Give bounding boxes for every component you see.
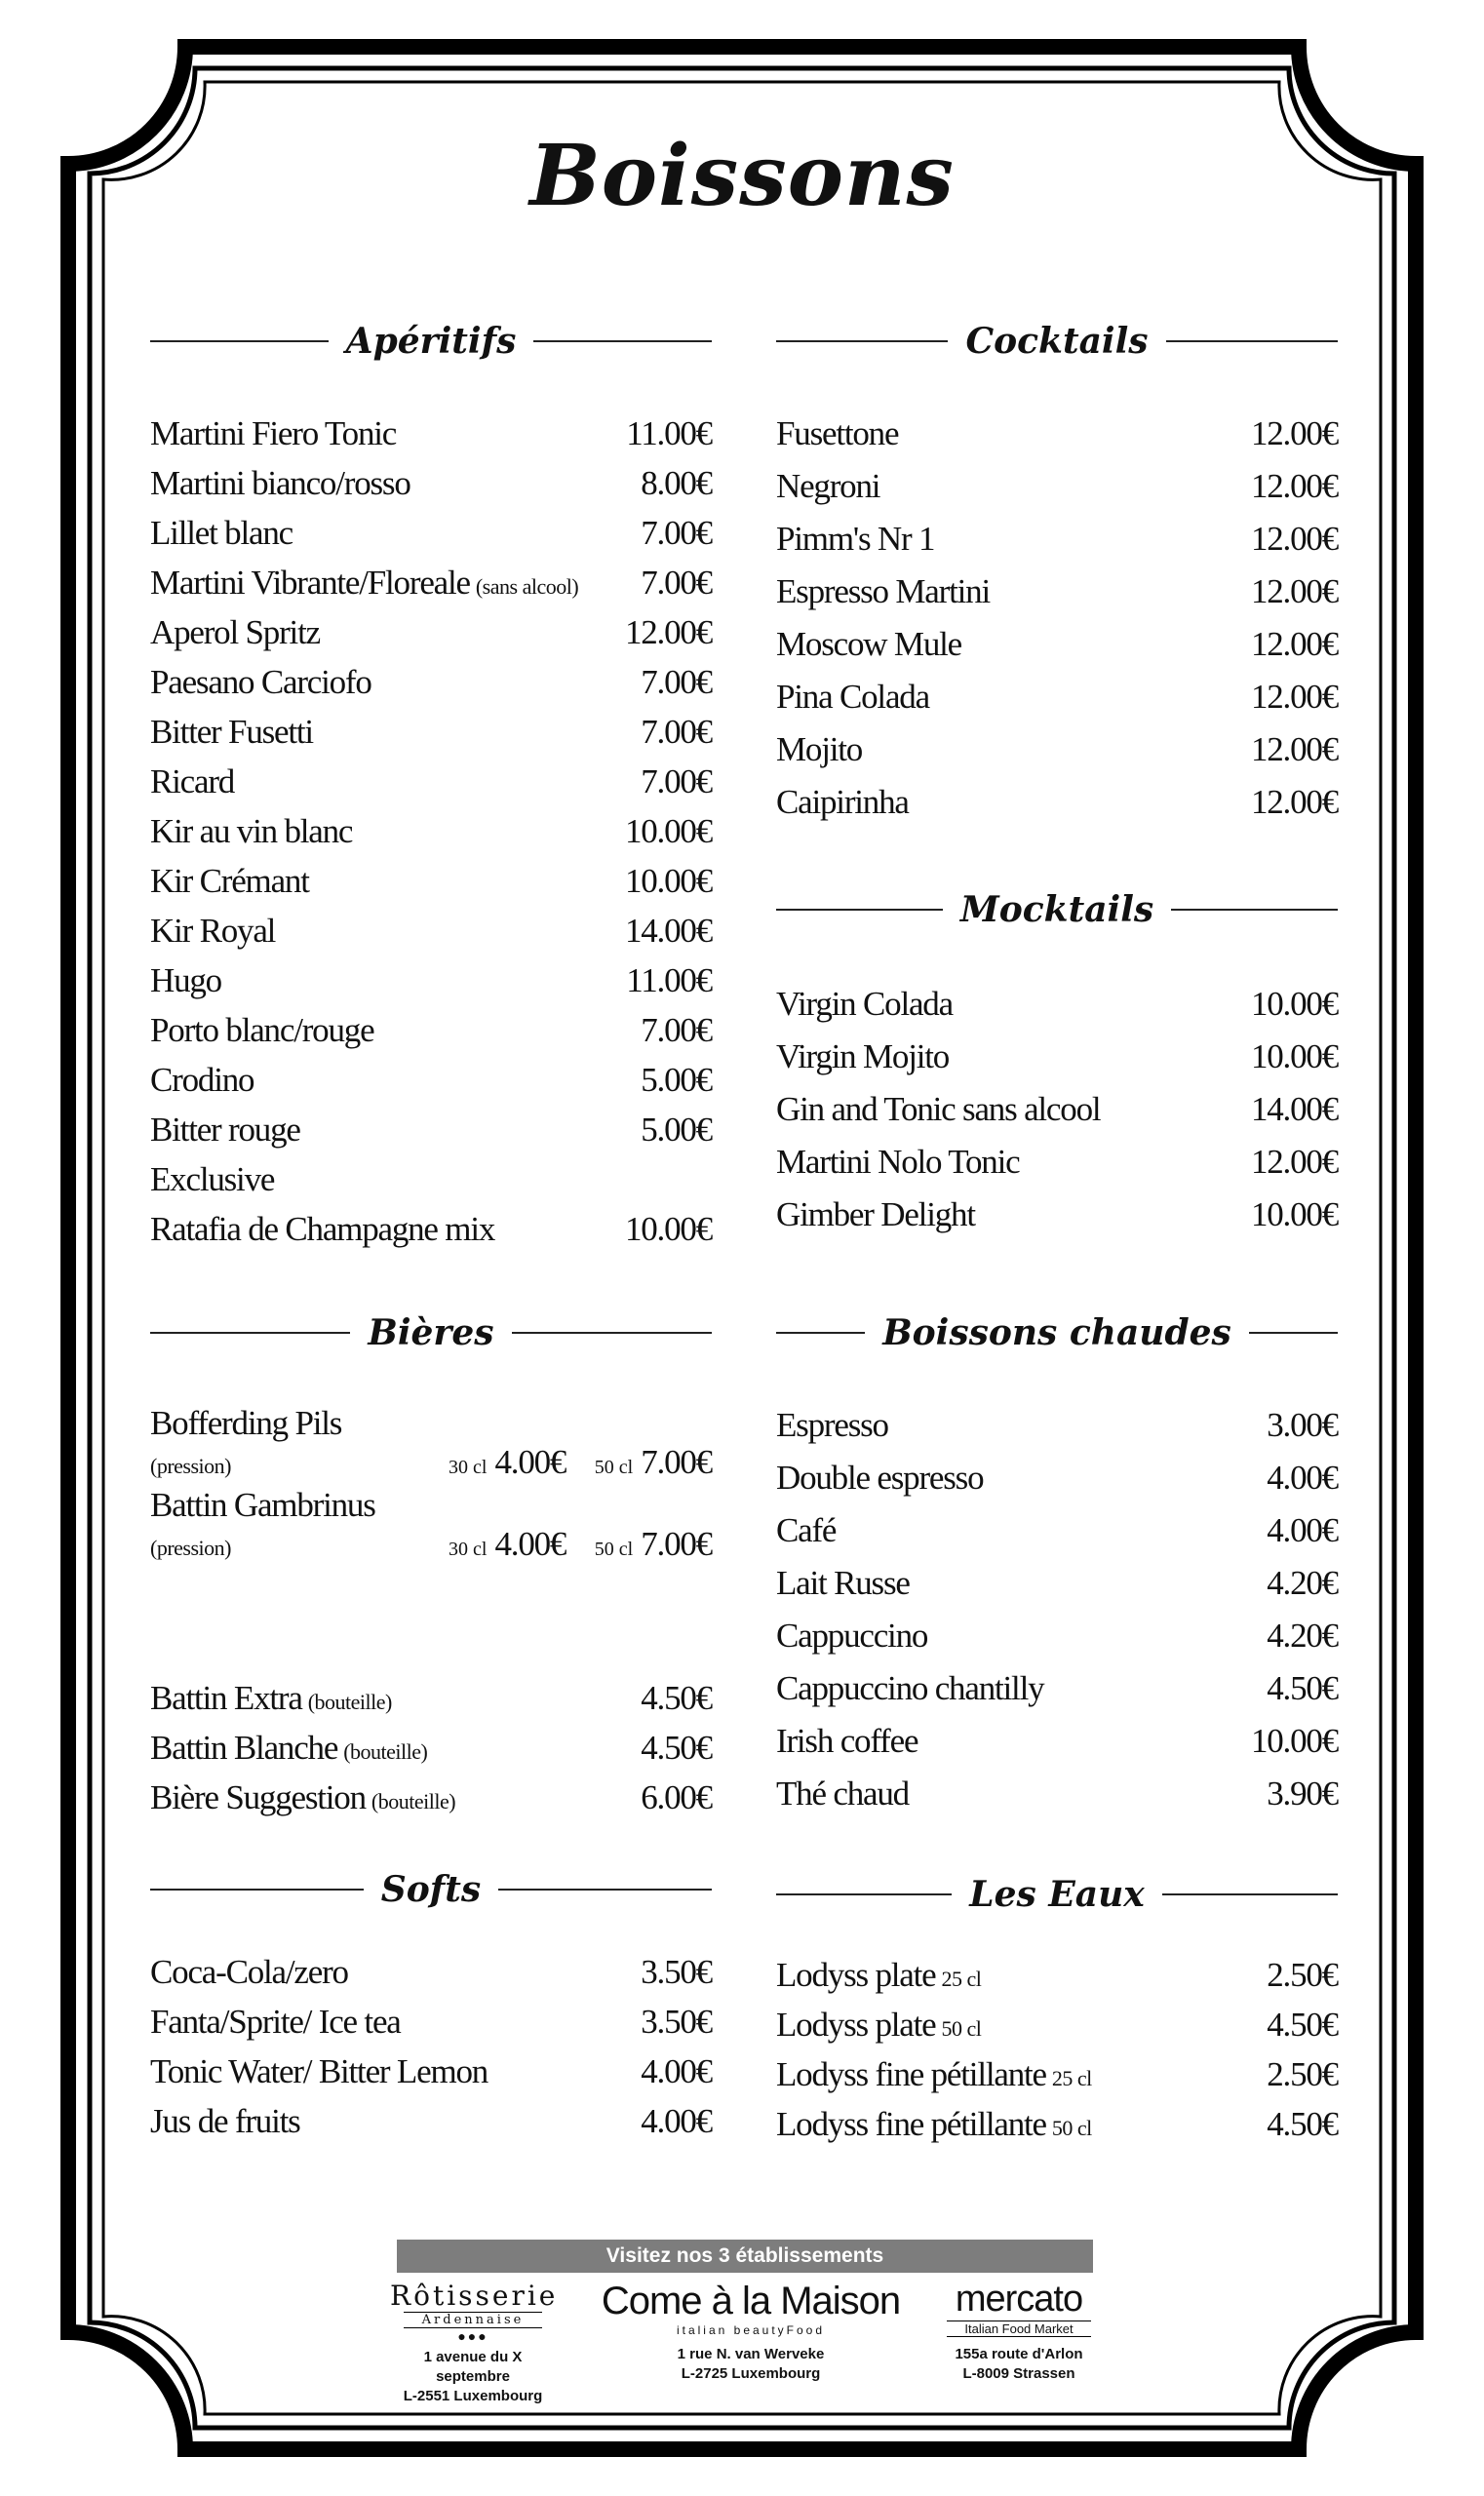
item-name-group — [776, 1564, 910, 1603]
item-name: Lodyss fine pétillante — [776, 2105, 1046, 2143]
item-price: 3.50€ — [641, 1953, 712, 1991]
section-title: Les Eaux — [969, 1874, 1145, 1915]
item-price: 2.50€ — [1267, 1956, 1338, 1994]
item-price: 2.50€ — [1267, 2055, 1338, 2093]
item-price: 4.20€ — [1267, 1617, 1338, 1655]
item-price: 4.20€ — [1267, 1564, 1338, 1602]
list-item — [776, 1564, 1338, 1617]
item-name: Moscow Mule — [776, 625, 961, 663]
venue-address-line: L-2551 Luxembourg — [403, 2388, 543, 2404]
item-name: Fusettone — [776, 414, 899, 452]
divider — [1249, 1332, 1338, 1334]
item-price: 12.00€ — [1250, 730, 1338, 768]
item-name-group — [150, 812, 352, 851]
item-price: 3.00€ — [1267, 1406, 1338, 1444]
item-name-group — [776, 1143, 1019, 1182]
item-name-group — [776, 2006, 981, 2045]
list-item — [776, 2055, 1338, 2105]
list-item — [776, 1774, 1338, 1827]
list-item — [150, 862, 712, 912]
item-name-group — [776, 2055, 1092, 2094]
item-note: (bouteille) — [343, 1739, 428, 1764]
venue-address-line: 1 rue N. van Werveke — [677, 2346, 825, 2362]
logo-mercato — [941, 2280, 1097, 2384]
item-name: Pina Colada — [776, 678, 929, 716]
item-name-group — [776, 1406, 888, 1445]
list-item — [150, 2102, 712, 2152]
item-list — [776, 1956, 1338, 2155]
logo-title: Come à la Maison — [601, 2280, 901, 2322]
item-name-group — [776, 1617, 927, 1656]
list-item — [776, 1143, 1338, 1195]
item-price: 11.00€ — [626, 961, 712, 999]
divider — [150, 1332, 350, 1334]
list-item — [776, 730, 1338, 783]
item-price: 6.00€ — [641, 1778, 712, 1816]
item-name: Lodyss fine pétillante — [776, 2055, 1046, 2093]
item-price: 12.00€ — [1250, 520, 1338, 558]
item-name-group — [150, 912, 275, 951]
item-name-group — [776, 1459, 983, 1498]
list-item — [150, 1486, 712, 1564]
item-name-group — [776, 414, 898, 453]
item-volume: 30 cl — [449, 1457, 488, 1478]
item-price: 4.50€ — [1267, 2006, 1338, 2044]
item-name-group — [150, 514, 293, 553]
list-item — [776, 625, 1338, 678]
item-name-group — [150, 1953, 348, 1992]
item-name-group — [776, 625, 961, 664]
list-item — [776, 985, 1338, 1037]
item-price: 7.00€ — [641, 564, 712, 602]
section-title: Apéritifs — [345, 321, 517, 362]
list-item — [150, 1953, 712, 2003]
list-item — [776, 1037, 1338, 1090]
item-price: 4.00€ — [641, 2102, 712, 2140]
item-name: Martini Nolo Tonic — [776, 1143, 1020, 1181]
item-name: Espresso — [776, 1406, 888, 1444]
item-price: 12.00€ — [624, 613, 712, 651]
item-name: Fanta/Sprite/ Ice tea — [150, 2003, 401, 2041]
item-name: Irish coffee — [776, 1722, 918, 1760]
item-name: Kir Royal — [150, 912, 276, 950]
item-name: Pimm's Nr 1 — [776, 520, 935, 558]
list-item — [150, 514, 712, 564]
item-price: 12.00€ — [1250, 625, 1338, 663]
list-item — [150, 1210, 712, 1260]
item-name: Hugo — [150, 961, 221, 999]
item-price: 12.00€ — [1250, 678, 1338, 716]
item-name: Martini Vibrante/Floreale — [150, 564, 470, 602]
list-item — [150, 1404, 712, 1482]
item-name: Martini bianco/rosso — [150, 464, 410, 502]
list-item — [776, 1406, 1338, 1459]
item-note: 25 cl — [941, 1967, 982, 1991]
item-name: Virgin Colada — [776, 985, 953, 1023]
venue-address-line: 1 avenue du X septembre — [423, 2349, 523, 2385]
item-name-group — [776, 520, 934, 559]
venue-address-line: L-8009 Strassen — [962, 2365, 1075, 2382]
divider — [1171, 909, 1338, 911]
item-name: Ricard — [150, 762, 235, 800]
item-price: 12.00€ — [1250, 414, 1338, 452]
logo-subtitle: Italian Food Market — [947, 2320, 1091, 2337]
item-name-group — [150, 613, 320, 652]
section-mocktails — [776, 885, 1338, 1248]
item-name-group — [150, 564, 578, 603]
item-list — [150, 414, 712, 1260]
item-volume: 50 cl — [594, 1539, 634, 1560]
item-price: 4.50€ — [641, 1679, 712, 1717]
section-heading — [776, 885, 1338, 934]
item-name: Mojito — [776, 730, 863, 768]
item-name-group — [150, 1011, 373, 1050]
item-name-group — [776, 2105, 1092, 2144]
item-price: 12.00€ — [1250, 783, 1338, 821]
item-name-group — [150, 464, 410, 503]
item-name-group — [776, 783, 909, 822]
item-price: 10.00€ — [624, 1210, 712, 1248]
list-item — [776, 1090, 1338, 1143]
list-item — [776, 2105, 1338, 2155]
item-list — [150, 1679, 712, 1828]
item-note: 50 cl — [941, 2016, 982, 2041]
item-price: 4.50€ — [1267, 2105, 1338, 2143]
item-name: Bitter Fusetti — [150, 713, 313, 751]
section-bieres — [150, 1308, 712, 1828]
item-name-group — [776, 1722, 918, 1761]
divider — [776, 909, 943, 911]
list-item — [150, 912, 712, 961]
item-price: 7.00€ — [641, 1443, 712, 1481]
item-name-group — [776, 1511, 836, 1550]
item-details — [150, 1443, 712, 1482]
list-item — [150, 1729, 712, 1778]
list-item — [150, 1679, 712, 1729]
item-name: Aperol Spritz — [150, 613, 320, 651]
list-item — [150, 1061, 712, 1111]
item-list — [150, 1953, 712, 2152]
item-name-group — [776, 467, 879, 506]
item-price: 7.00€ — [641, 762, 712, 800]
divider — [1166, 340, 1338, 342]
item-note: 25 cl — [1051, 2066, 1092, 2090]
divider — [776, 1332, 865, 1334]
item-name: Lait Russe — [776, 1564, 910, 1602]
item-name: Crodino — [150, 1061, 254, 1099]
list-item — [776, 1195, 1338, 1248]
list-item — [150, 1778, 712, 1828]
section-heading — [776, 1870, 1338, 1919]
list-item — [150, 713, 712, 762]
list-item — [150, 414, 712, 464]
item-name-group — [776, 1669, 1043, 1708]
item-name-group — [776, 1195, 975, 1234]
list-item — [776, 467, 1338, 520]
list-item — [776, 678, 1338, 730]
item-note: (bouteille) — [371, 1789, 456, 1814]
section-title: Bières — [368, 1312, 494, 1353]
list-item — [776, 414, 1338, 467]
section-heading — [150, 1865, 712, 1914]
item-price: 3.90€ — [1267, 1774, 1338, 1813]
item-name: Martini Fiero Tonic — [150, 414, 397, 452]
item-name: Kir Crémant — [150, 862, 309, 900]
divider — [150, 1889, 364, 1891]
item-price: 14.00€ — [624, 912, 712, 950]
list-item — [150, 613, 712, 663]
item-details — [150, 1525, 712, 1564]
item-name: Jus de fruits — [150, 2102, 300, 2140]
item-price: 10.00€ — [1250, 985, 1338, 1023]
item-name: Paesano Carciofo — [150, 663, 371, 701]
divider — [512, 1332, 712, 1334]
item-name: Cappuccino — [776, 1617, 928, 1655]
item-price: 3.50€ — [641, 2003, 712, 2041]
item-price: 7.00€ — [641, 1011, 712, 1049]
list-item — [150, 564, 712, 613]
list-item — [776, 1722, 1338, 1774]
item-list — [776, 1406, 1338, 1827]
venue-address-line: L-2725 Luxembourg — [681, 2365, 821, 2382]
item-name-group — [150, 762, 234, 801]
item-price: 4.00€ — [494, 1443, 566, 1481]
list-item — [150, 1011, 712, 1061]
dots-icon: ●●● — [457, 2330, 488, 2345]
item-name-group — [150, 414, 396, 453]
section-title: Mocktails — [959, 889, 1154, 930]
item-name-group — [776, 1956, 981, 1995]
item-name-group — [150, 713, 313, 752]
divider — [776, 1893, 952, 1895]
item-price: 12.00€ — [1250, 572, 1338, 610]
item-volume: 50 cl — [594, 1457, 634, 1478]
list-item — [776, 1956, 1338, 2006]
item-price: 4.00€ — [1267, 1459, 1338, 1497]
item-name: Lodyss plate — [776, 1956, 936, 1994]
item-price: 7.00€ — [641, 663, 712, 701]
item-name: Virgin Mojito — [776, 1037, 950, 1075]
item-price: 7.00€ — [641, 713, 712, 751]
list-item — [150, 663, 712, 713]
item-name-group — [776, 1774, 909, 1814]
item-name: Coca-Cola/zero — [150, 1953, 348, 1991]
item-name: Kir au vin blanc — [150, 812, 353, 850]
item-name-group — [150, 1679, 392, 1718]
item-note: (bouteille) — [307, 1690, 392, 1714]
item-price: 10.00€ — [624, 862, 712, 900]
page-title: Boissons — [529, 127, 955, 225]
item-name-group — [150, 1061, 254, 1100]
logo-title: Rôtisserie — [390, 2280, 559, 2312]
item-list — [776, 414, 1338, 836]
logo-rotisserie — [390, 2280, 559, 2406]
section-title: Cocktails — [965, 321, 1149, 362]
list-item — [150, 2003, 712, 2052]
item-name: Lillet blanc — [150, 514, 293, 552]
item-name: Battin Extra — [150, 1679, 302, 1717]
section-aperitifs — [150, 317, 712, 1260]
item-name: Battin Blanche — [150, 1729, 338, 1767]
section-heading — [776, 1308, 1338, 1357]
divider — [498, 1889, 712, 1891]
section-heading — [150, 317, 712, 366]
list-item — [776, 1459, 1338, 1511]
item-price: 10.00€ — [1250, 1722, 1338, 1760]
item-name-group — [150, 2052, 488, 2091]
list-item — [776, 1617, 1338, 1669]
item-name-group — [150, 663, 371, 702]
divider — [533, 340, 712, 342]
section-heading — [150, 1308, 712, 1357]
item-name: Bofferding Pils — [150, 1404, 342, 1442]
item-price: 4.50€ — [641, 1729, 712, 1767]
section-cocktails — [776, 317, 1338, 836]
list-item — [150, 2052, 712, 2102]
footer-banner: Visitez nos 3 établissements — [397, 2240, 1093, 2273]
item-name-group — [150, 1210, 494, 1249]
item-name-group — [150, 1111, 300, 1150]
list-item — [776, 520, 1338, 572]
item-price: 14.00€ — [1250, 1090, 1338, 1128]
logo-come-a-la-maison — [585, 2280, 917, 2384]
item-name: Tonic Water/ Bitter Lemon — [150, 2052, 488, 2090]
item-name: Ratafia de Champagne mix — [150, 1210, 495, 1248]
item-name: Gin and Tonic sans alcool — [776, 1090, 1101, 1128]
item-name-group — [776, 730, 862, 769]
list-item — [776, 2006, 1338, 2055]
item-note: 50 cl — [1051, 2116, 1092, 2140]
list-item — [776, 572, 1338, 625]
item-price: 10.00€ — [624, 812, 712, 850]
item-name-group — [150, 2003, 401, 2042]
item-name: Thé chaud — [776, 1774, 909, 1813]
item-name: Caipirinha — [776, 783, 909, 821]
list-item — [150, 1160, 712, 1210]
list-item — [776, 1669, 1338, 1722]
item-name-group — [776, 985, 953, 1024]
item-price: 12.00€ — [1250, 1143, 1338, 1181]
logo-subtitle: italian beautyFood — [676, 2323, 826, 2337]
divider — [776, 340, 948, 342]
draft-beer-list — [150, 1404, 712, 1564]
item-price: 8.00€ — [641, 464, 712, 502]
item-name: Porto blanc/rouge — [150, 1011, 374, 1049]
list-item — [150, 464, 712, 514]
item-name: Café — [776, 1511, 837, 1549]
item-price: 5.00€ — [641, 1061, 712, 1099]
item-name-group — [776, 1037, 949, 1076]
section-heading — [776, 317, 1338, 366]
item-price: 4.00€ — [641, 2052, 712, 2090]
item-price: 11.00€ — [626, 414, 712, 452]
list-item — [150, 961, 712, 1011]
item-price: 7.00€ — [641, 514, 712, 552]
item-name-group — [776, 1090, 1100, 1129]
list-item — [150, 812, 712, 862]
section-title: Softs — [380, 1869, 482, 1910]
divider — [150, 340, 329, 342]
list-item — [776, 1511, 1338, 1564]
item-note: (pression) — [150, 1536, 231, 1560]
item-price: 4.00€ — [1267, 1511, 1338, 1549]
item-name-group — [150, 862, 309, 901]
item-price: 4.00€ — [494, 1525, 566, 1563]
item-note: (pression) — [150, 1454, 231, 1478]
item-name-group — [150, 1729, 427, 1768]
item-price: 12.00€ — [1250, 467, 1338, 505]
section-title: Boissons chaudes — [882, 1312, 1231, 1353]
section-boissons-chaudes — [776, 1308, 1338, 1827]
item-name: Double espresso — [776, 1459, 984, 1497]
item-name: Exclusive — [150, 1160, 275, 1198]
item-name: Bitter rouge — [150, 1111, 300, 1149]
logo-subtitle: Ardennaise — [404, 2312, 542, 2328]
item-name: Cappuccino chantilly — [776, 1669, 1044, 1707]
item-name-group — [150, 1778, 455, 1817]
section-softs — [150, 1865, 712, 2152]
item-price: 10.00€ — [1250, 1195, 1338, 1233]
item-name: Espresso Martini — [776, 572, 990, 610]
list-item — [776, 783, 1338, 836]
item-note: (sans alcool) — [475, 574, 579, 599]
item-name-group — [776, 572, 990, 611]
divider — [1162, 1893, 1338, 1895]
item-name: Lodyss plate — [776, 2006, 936, 2044]
item-name-group — [150, 961, 221, 1000]
item-name-group — [776, 678, 929, 717]
item-price: 10.00€ — [1250, 1037, 1338, 1075]
list-item — [150, 1111, 712, 1160]
item-price: 5.00€ — [641, 1111, 712, 1149]
item-price: 4.50€ — [1267, 1669, 1338, 1707]
logo-title: mercato — [955, 2279, 1083, 2320]
item-name: Negroni — [776, 467, 880, 505]
item-name-group — [150, 2102, 300, 2141]
item-price: 7.00€ — [641, 1525, 712, 1563]
list-item — [150, 762, 712, 812]
item-name: Bière Suggestion — [150, 1778, 366, 1816]
item-list — [776, 985, 1338, 1248]
item-volume: 30 cl — [449, 1539, 488, 1560]
section-les-eaux — [776, 1870, 1338, 2155]
item-name: Gimber Delight — [776, 1195, 975, 1233]
item-name-group — [150, 1160, 274, 1199]
item-name: Battin Gambrinus — [150, 1486, 375, 1524]
venue-address-line: 155a route d'Arlon — [955, 2346, 1083, 2362]
